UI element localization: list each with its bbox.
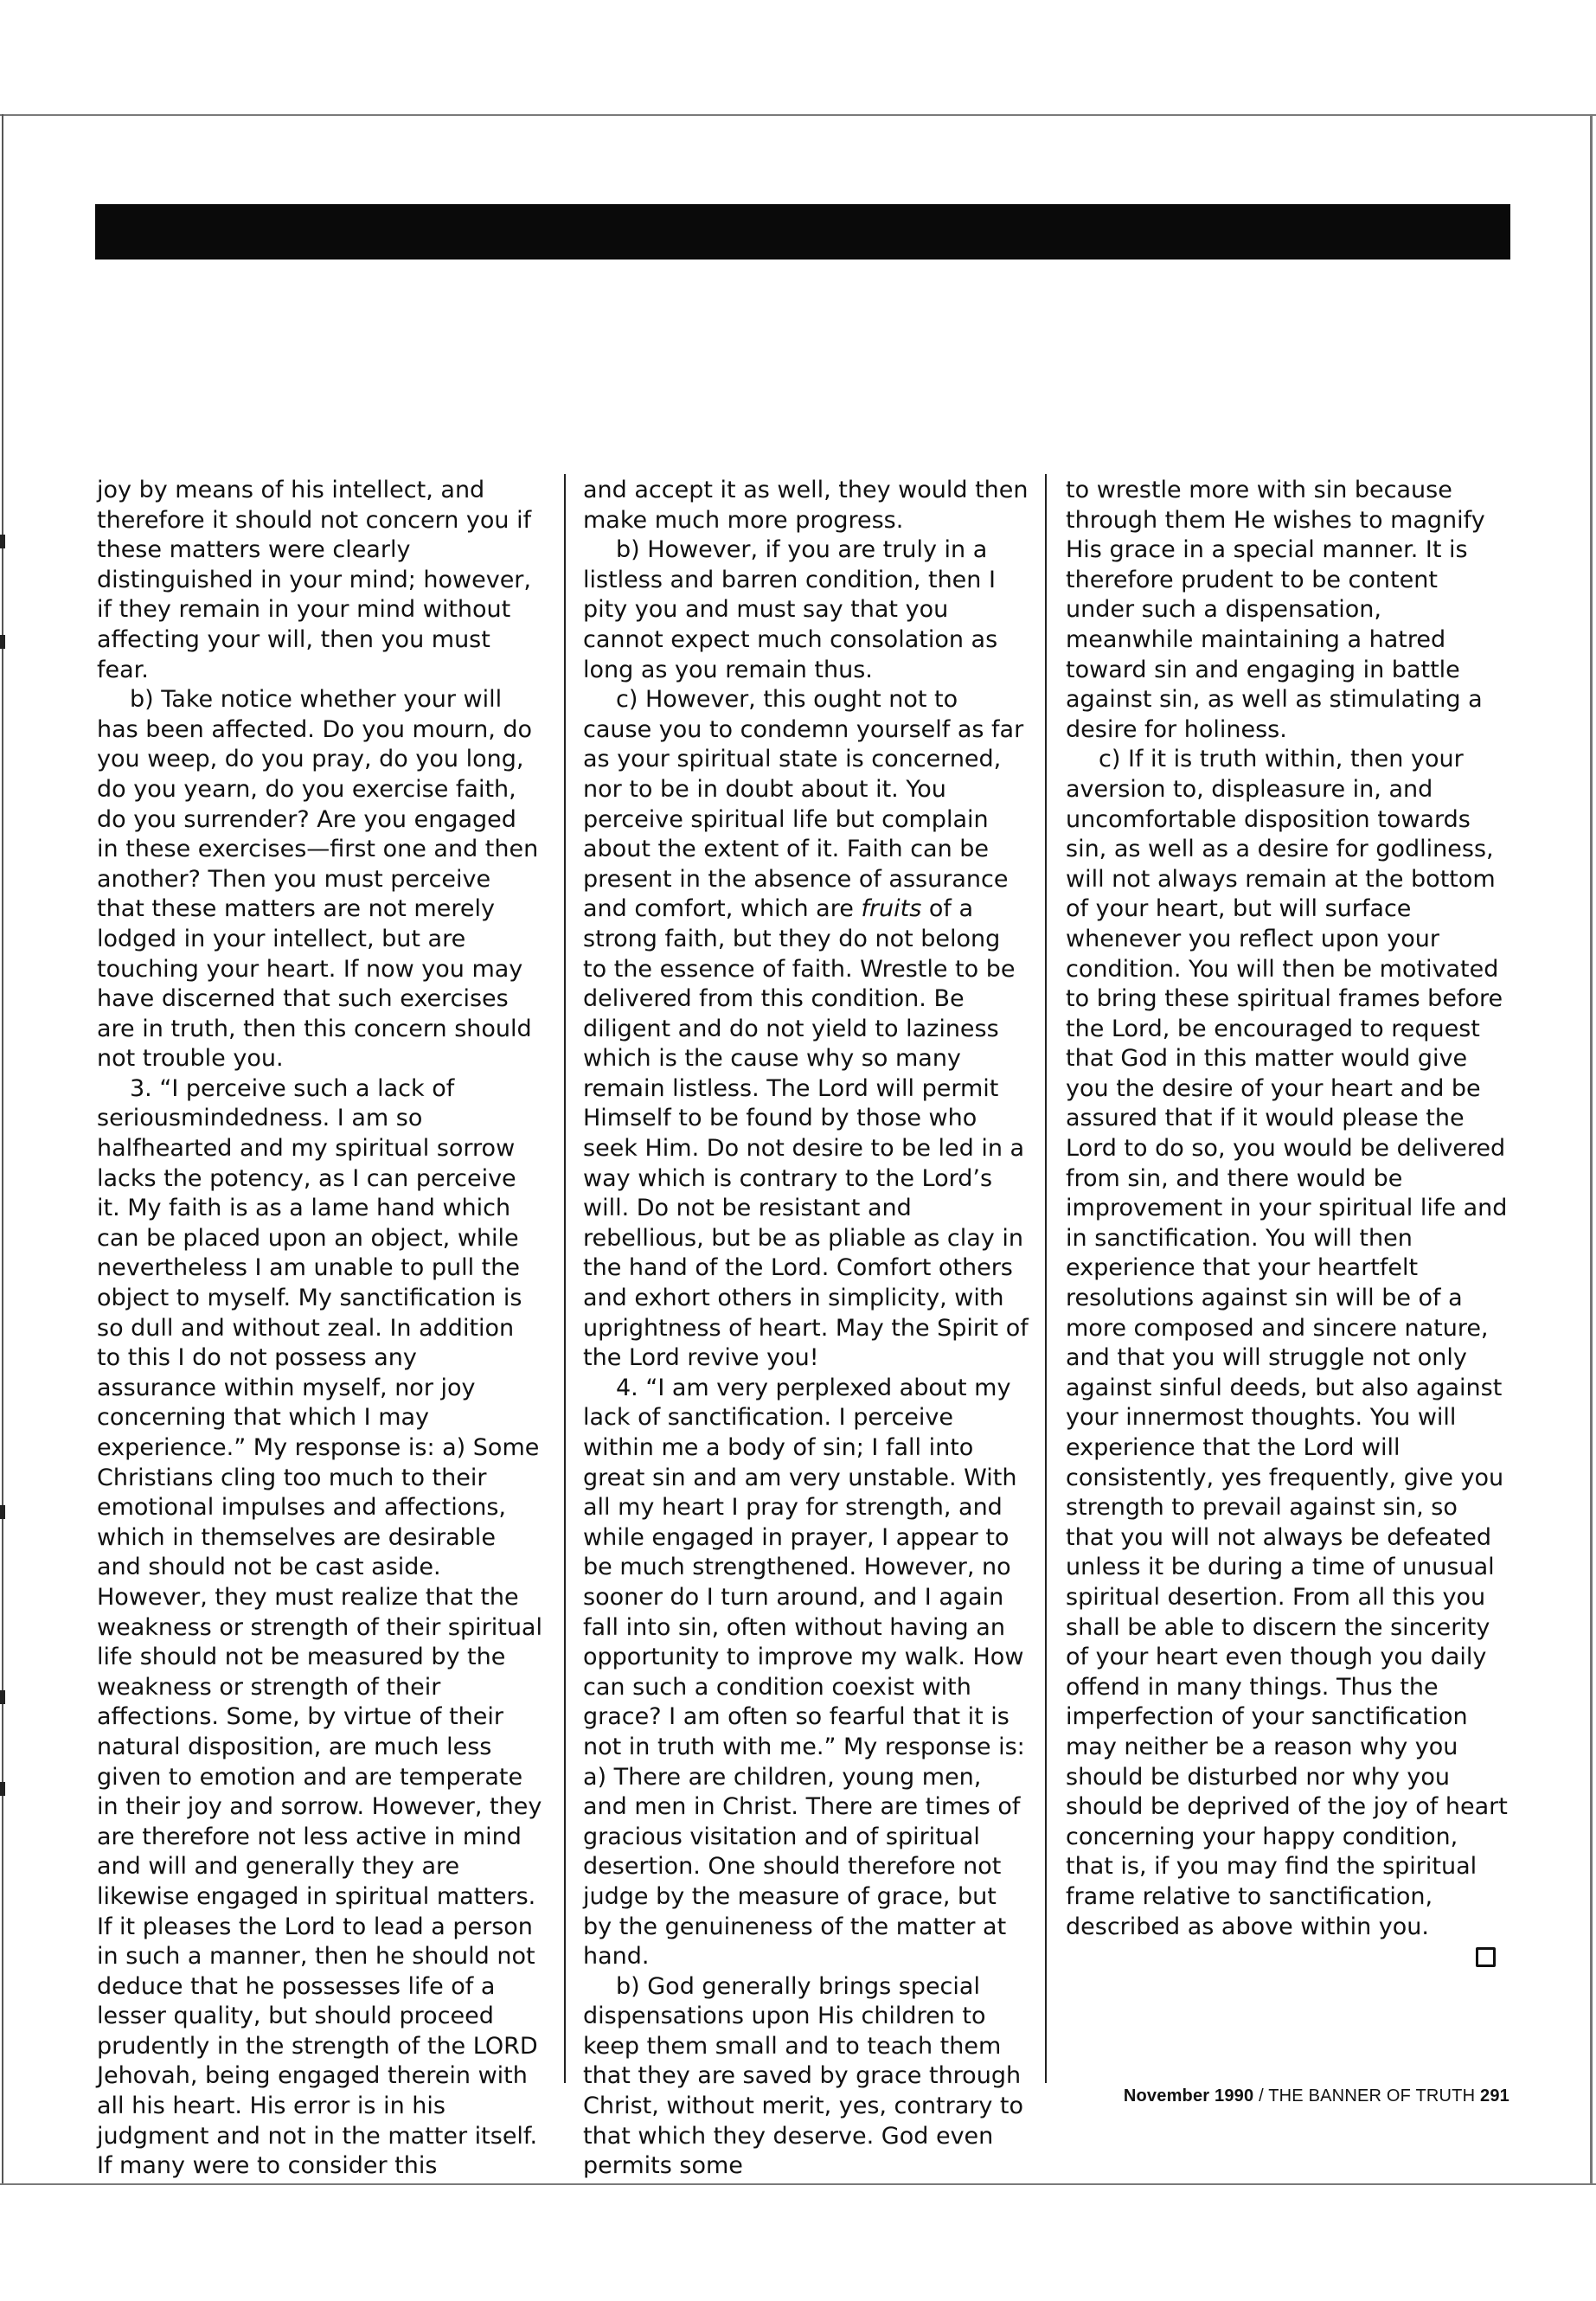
text-column-1 [97, 476, 542, 2182]
margin-mark [0, 1782, 5, 1796]
column-divider [1045, 474, 1047, 2083]
text-column-2 [583, 476, 1029, 2182]
footer-publication: / THE BANNER OF TRUTH [1259, 2086, 1476, 2106]
top-frame-line [0, 114, 1596, 116]
paragraph: b) However, if you are truly in a listless and barren condition, then I pity you and must say that you cannot expect much consolation as long as you remain thus. [583, 536, 998, 683]
end-square-icon [1476, 1947, 1496, 1967]
page-footer [1124, 2086, 1509, 2106]
paragraph: 3. “I perceive such a lack of seriousmindedness. I am so halfhearted and my spiritual sorrow lacks the potency, as I can perceive it. My faith is as a lame hand which can be placed upon an object, while nevertheless I am unable to pull the object to myself. My sanctification is so dull and without zeal. In addition to this I do not possess any assurance within myself, nor joy concerning that which I may experience.” My response is: a) Some Christians cling too much to their emotional impulses and affections, which in themselves are desirable and should not be cast aside. However, they must realize that the weakness or strength of their spiritual life should not be measured by the weakness or strength of their affections. Some, by virtue of their natural disposition, are much less given to emotion and are temperate in their joy and sorrow. However, they are therefore not less active in mind and will and generally they are likewise engaged in spiritual matters. If it pleases the Lord to lead a person in such a manner, then he should not deduce that he possesses life of a lesser quality, but should proceed prudently in the strength of the LORD Jehovah, being engaged therein with all his heart. His error is in his judgment and not in the matter itself. If many were to consider this [97, 1074, 542, 2180]
column-divider [564, 474, 566, 2083]
page-number: 291 [1480, 2086, 1509, 2106]
text-column-3 [1066, 476, 1511, 1976]
margin-mark [0, 1690, 5, 1704]
paragraph: joy by means of his intellect, and therefore it should not concern you if these matters were clearly distinguished in your mind; however, if they remain in your mind without affecting your will, then you must fear. [97, 477, 532, 683]
left-frame-line [2, 114, 3, 2183]
paragraph: 4. “I am very perplexed about my lack of sanctification. I perceive within me a body of sin; I fall into great sin and am very unstable. With all my heart I pray for strength, and while engaged in prayer, I appear to be much strengthened. However, no sooner do I turn around, and I again fall into sin, often without having an opportunity to improve my walk. How can such a condition coexist with grace? I am often so fearful that it is not in truth with me.” My response is: a) There are children, young men, and men in Christ. There are times of gracious visitation and of spiritual desertion. One should therefore not judge by the measure of grace, but by the genuineness of the matter at hand. [583, 1374, 1025, 1971]
paragraph: to wrestle more with sin because through them He wishes to magnify His grace in a special manner. It is therefore prudent to be content under such a dispensation, meanwhile maintaining a hatred toward sin and engaging in battle against sin, as well as stimulating a desire for holiness. [1066, 477, 1485, 743]
footer-date: November 1990 [1123, 2086, 1254, 2106]
right-frame-line [1590, 114, 1593, 2183]
paragraph: c) If it is truth within, then your aversion to, displeasure in, and uncomfortable disposition towards sin, as well as a desire for godliness, will not always remain at the bottom of your heart, but will surface whenever you reflect upon your condition. You will then be motivated to bring these spiritual frames before the Lord, be encouraged to request that God in this matter would give you the desire of your heart and be assured that if it would please the Lord to do so, you would be delivered from sin, and there would be improvement in your spiritual life and in sanctification. You will then experience that your heartfelt resolutions against sin will be of a more composed and sincere nature, and that you will struggle not only against sinful deeds, but also against your innermost thoughts. You will experience that the Lord will consistently, yes frequently, give you strength to prevail against sin, so that you will not always be defeated unless it be during a time of unusual spiritual desertion. From all this you shall be able to discern the sincerity of your heart even though you daily offend in many things. Thus the imperfection of your sanctification may neither be a reason why you should be disturbed nor why you should be deprived of the joy of heart concerning your happy condition, that is, if you may find the spiritual frame relative to sanctification, described as above within you. [1066, 746, 1508, 1940]
paragraph: b) God generally brings special dispensations upon His children to keep them small and to teach them that they are saved by grace through Christ, without merit, yes, contrary to that which they deserve. God even permits some [583, 1972, 1024, 2180]
margin-mark [0, 535, 5, 548]
margin-mark [0, 635, 5, 649]
paragraph: c) However, this ought not to cause you to condemn yourself as far as your spiritual state is concerned, nor to be in doubt about it. You perceive spiritual life but complain about the extent of it. Faith can be present in the absence of assurance and comfort, which are fruits of a strong faith, but they do not belong to the essence of faith. Wrestle to be delivered from this condition. Be diligent and do not yield to laziness which is the cause why so many remain listless. The Lord will permit Himself to be found by those who seek Him. Do not desire to be led in a way which is contrary to the Lord’s will. Do not be resistant and rebellious, but be as pliable as clay in the hand of the Lord. Comfort others and exhort others in simplicity, with uprightness of heart. May the Spirit of the Lord revive you! [583, 686, 1029, 1372]
emphasis: fruits [861, 895, 922, 923]
header-black-bar [95, 204, 1510, 260]
paragraph: b) Take notice whether your will has been affected. Do you mourn, do you weep, do you pray, do you long, do you yearn, do you exercise faith, do you surrender? Are you engaged in these exercises—first one and then another? Then you must perceive that these matters are not merely lodged in your intellect, but are touching your heart. If now you may have discerned that such exercises are in truth, then this concern should not trouble you. [97, 686, 539, 1073]
margin-mark [0, 1505, 5, 1519]
bottom-frame-line [0, 2183, 1596, 2185]
end-of-article-mark [1066, 1945, 1511, 1976]
paragraph: and accept it as well, they would then make much more progress. [583, 477, 1029, 534]
